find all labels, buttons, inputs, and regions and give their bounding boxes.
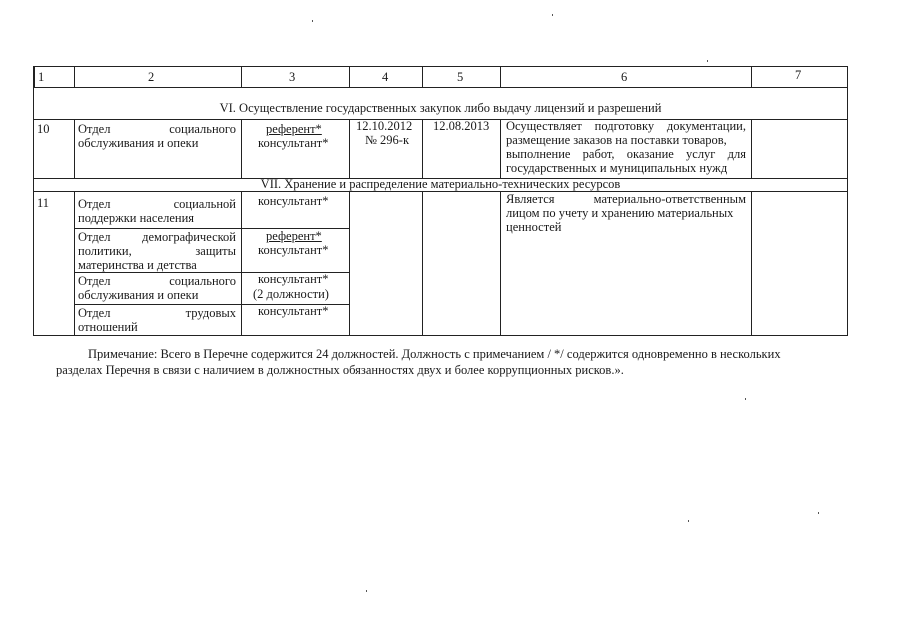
row-10-dept-line1 [78,123,236,136]
desc-word: подготовку [594,119,655,133]
col-rule [500,119,501,178]
header-col-2: 2 [148,70,155,84]
footnote-line-2: разделах Перечня в связи с наличием в должностных обязанностях двух и более коррупционных рисков.». [56,363,624,377]
row-11-position-4: консультант* [258,304,329,318]
row-10-dept-line2: обслуживания и опеки [78,136,199,150]
row-10-desc-line4: государственных и муниципальных нужд [506,161,728,175]
dept-word: социального [169,274,236,288]
desc-word: для [727,147,746,161]
dept-word: социальной [173,197,236,211]
col-rule [241,119,242,178]
header-col-6: 6 [621,70,628,84]
desc-word: Осуществляет [506,119,582,133]
dept-word: политики, [78,244,132,258]
footnote-line-1: Примечание: Всего в Перечне содержится 24 должностей. Должность с примечанием / */ содержится одновременно в нескольких [88,347,781,361]
row-11-dept-2-line2 [78,245,236,258]
col-rule [241,191,242,336]
row-10-desc-line3 [506,148,746,161]
row-10-desc-line2: размещение заказов на поставки товаров, [506,133,727,147]
scan-speck [745,398,746,400]
col-rule [500,191,501,336]
row-11-number: 11 [37,196,50,210]
col-rule [751,119,752,178]
col-rule [34,67,35,87]
col-rule [74,191,75,336]
col-rule [74,67,75,87]
row-11-dept-3-line2: обслуживания и опеки [78,288,199,302]
scan-speck [707,60,708,62]
desc-word: документации, [666,119,746,133]
col-rule [500,67,501,87]
scan-speck [552,14,553,16]
scan-speck [818,512,819,514]
desc-word: выполнение [506,147,571,161]
desc-word: материально-ответственным [593,192,746,206]
col-rule [349,119,350,178]
row-10-date-2: 12.08.2013 [433,119,490,133]
row-11-dept-4-line2: отношений [78,320,138,334]
dept-word: Отдел [78,230,111,244]
dept-word: трудовых [185,306,236,320]
row-10-position-1: референт* [266,122,322,136]
desc-word: услуг [686,147,716,161]
col-rule [422,191,423,336]
col-rule [349,67,350,87]
row-11-position-1: консультант* [258,194,329,208]
dept-word: Отдел [78,197,111,211]
section-6-title: VI. Осуществление государственных закупок либо выдачу лицензий и разрешений [219,101,662,115]
row-10-dept-word: социального [169,122,236,136]
row-11-position-3a: консультант* [258,272,329,286]
positions-table [33,66,848,336]
row-11-dept-4-line1 [78,307,236,320]
footnote [56,346,826,378]
col-rule [751,191,752,336]
header-col-5: 5 [457,70,464,84]
row-10-dept-word: Отдел [78,122,111,136]
header-col-4: 4 [382,70,389,84]
header-col-1: 1 [38,70,45,84]
row-11-dept-2-line1 [78,231,236,244]
dept-word: демографической [142,230,236,244]
row-11-position-3b: (2 должности) [253,287,329,301]
col-rule [349,191,350,336]
row-11-dept-3-line1 [78,275,236,288]
rule-header [34,87,847,88]
row-10-number: 10 [37,122,50,136]
col-rule [241,67,242,87]
col-rule [751,67,752,87]
header-col-7: 7 [795,68,802,82]
desc-word: Является [506,192,555,206]
header-col-3: 3 [289,70,296,84]
row-10-position-2: консультант* [258,136,329,150]
col-rule [422,119,423,178]
row-10-desc-line1 [506,120,746,133]
section-7-title: VII. Хранение и распределение материально-технических ресурсов [260,177,621,191]
scan-speck [312,20,313,22]
scan-speck [688,520,689,522]
desc-word: оказание [626,147,674,161]
dept-word: Отдел [78,306,111,320]
col-rule [422,67,423,87]
col-rule [74,119,75,178]
dept-word: защиты [195,244,236,258]
dept-word: Отдел [78,274,111,288]
row-11-dept-2-line3: материнства и детства [78,258,197,272]
row-11-position-2a: референт* [266,229,322,243]
row-11-dept-1-line2: поддержки населения [78,211,195,225]
row-11-desc-line2: лицом по учету и хранению материальных [506,206,734,220]
scan-speck [366,590,367,592]
row-11-dept-1-line1 [78,198,236,211]
row-11-desc-line1 [506,193,746,206]
row-10-order-date: 12.10.2012 [356,119,413,133]
row-11-position-2b: консультант* [258,243,329,257]
row-10-order-number: № 296-к [365,133,410,147]
desc-word: работ, [582,147,615,161]
row-11-desc-line3: ценностей [506,220,562,234]
